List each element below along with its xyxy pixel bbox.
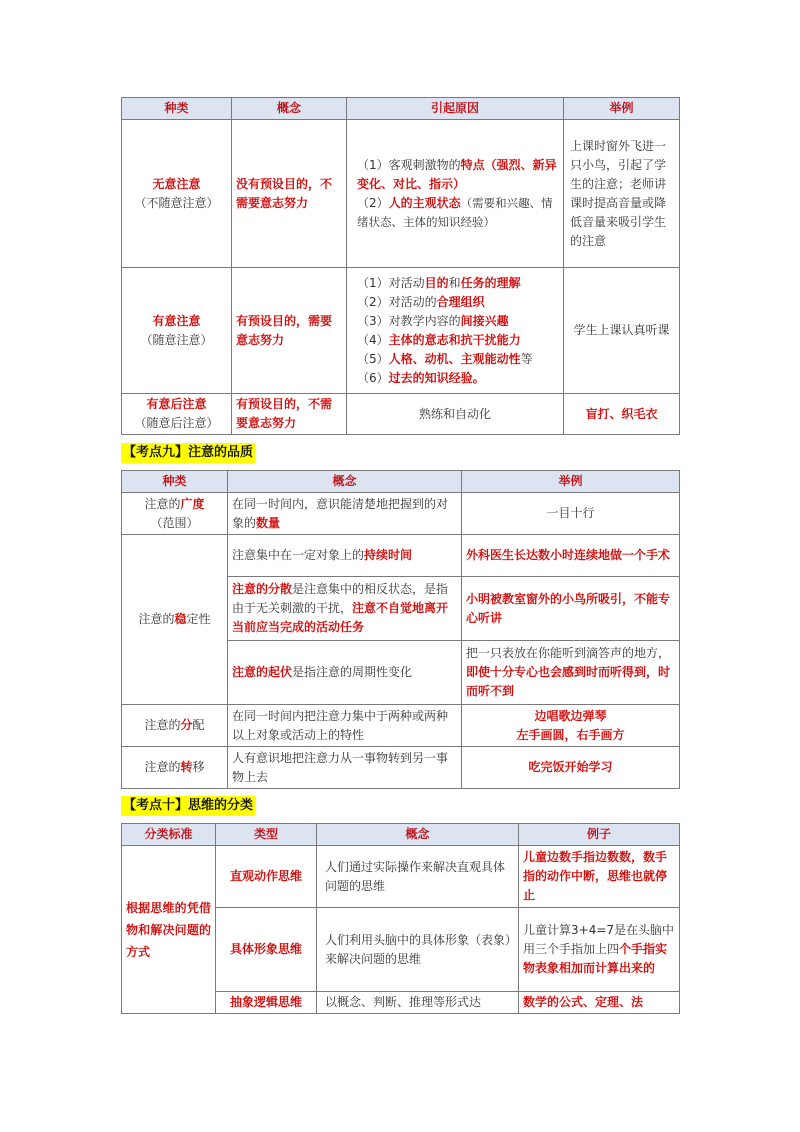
- section-heading-attention-quality: 【考点九】注意的品质: [121, 443, 255, 463]
- header-cause: 引起原因: [347, 98, 564, 120]
- example-keyword: 即使十分专心也会感到时而听得到，时而听不到: [466, 665, 671, 698]
- concept-keyword: 持续时间: [364, 548, 413, 562]
- cause-text: （4）: [357, 332, 389, 347]
- example-cell: 上课时窗外飞进一只小鸟，引起了学生的注意；老师讲课时提高音量或降低音量来吸引学生的注意: [564, 120, 680, 268]
- example-cell: 学生上课认真听课: [564, 268, 680, 394]
- header-example: 例子: [519, 824, 680, 846]
- example-cell: 小明被教室窗外的小鸟所吸引，不能专心听讲: [462, 577, 680, 641]
- concept-keyword: 数量: [256, 515, 281, 530]
- cause-keyword: 合理组织: [436, 294, 485, 309]
- concept-keyword: 注意的起伏: [232, 665, 293, 679]
- cause-keyword: 主体的意志和抗干扰能力: [388, 332, 521, 347]
- cause-text: （2）: [357, 195, 389, 210]
- table-row: [122, 705, 680, 747]
- type-cell: 具体形象思维: [216, 908, 317, 992]
- table-header-row: [122, 98, 680, 120]
- example-cell: 外科医生长达数小时连续地做一个手术: [462, 535, 680, 577]
- attention-types-table: [121, 97, 680, 435]
- cause-keyword: 人的主观状态: [388, 195, 461, 210]
- type-cell: [122, 120, 232, 268]
- cause-text: （5）: [357, 351, 389, 366]
- table-row: [122, 120, 680, 268]
- cause-keyword: 任务的理解: [460, 275, 521, 290]
- table-row: [122, 394, 680, 435]
- cause-keyword: 人格、动机、主观能动性: [388, 351, 521, 366]
- cause-cell: [347, 120, 564, 268]
- header-basis: 分类标准: [122, 824, 216, 846]
- table-header-row: [122, 471, 680, 493]
- type-text: 注意的: [144, 760, 181, 774]
- header-type: 种类: [122, 471, 228, 493]
- type-cell: [122, 705, 228, 747]
- type-name: 有意注意: [152, 313, 201, 328]
- type-alias: （随意后注意）: [134, 416, 219, 430]
- example-cell: 数学的公式、定理、法: [519, 992, 680, 1014]
- type-text: 配: [192, 718, 205, 732]
- example-cell: [462, 705, 680, 747]
- cause-text: 等: [520, 351, 533, 366]
- concept-cell: 有预设目的，需要意志努力: [232, 268, 347, 394]
- type-text: 移: [192, 760, 205, 774]
- header-type: 类型: [216, 824, 317, 846]
- type-cell: [122, 747, 228, 789]
- attention-quality-table: [121, 470, 680, 789]
- concept-cell: [228, 641, 462, 705]
- example-cell: [519, 908, 680, 992]
- header-concept: 概念: [317, 824, 519, 846]
- example-cell: 吃完饭开始学习: [462, 747, 680, 789]
- example-text: 边唱歌边弹琴: [534, 708, 607, 723]
- type-alias: （随意注意）: [140, 332, 213, 347]
- concept-cell: [228, 535, 462, 577]
- concept-text: 是指注意的周期性变化: [292, 665, 413, 679]
- type-name: 无意注意: [152, 176, 201, 191]
- type-keyword: 转: [180, 760, 193, 774]
- type-cell: [122, 493, 228, 535]
- table-row: [122, 747, 680, 789]
- type-keyword: 广度: [180, 496, 205, 511]
- cause-text: 和: [448, 275, 461, 290]
- table-row: [122, 535, 680, 577]
- type-text: 定性: [186, 612, 211, 626]
- example-text: 儿童计算3+4=7是在头脑中用三个手指加上四: [523, 923, 675, 956]
- concept-cell: [228, 577, 462, 641]
- thinking-types-table: [121, 823, 680, 1014]
- cause-text: （3）对教学内容的: [357, 313, 461, 328]
- type-text: 注意的: [144, 496, 181, 511]
- cause-text: （2）对活动的: [357, 294, 437, 309]
- type-name: 有意后注意: [146, 397, 207, 411]
- concept-text: 注意集中在一定对象上的: [232, 548, 365, 562]
- header-example: 举例: [564, 98, 680, 120]
- concept-cell: 有预设目的，不需要意志努力: [232, 394, 347, 435]
- concept-cell: 人们利用头脑中的具体形象（表象）来解决问题的思维: [317, 908, 519, 992]
- type-keyword: 稳: [174, 612, 187, 626]
- type-cell: [122, 394, 232, 435]
- concept-keyword: 注意的分散: [232, 582, 293, 596]
- cause-cell: 熟练和自动化: [347, 394, 564, 435]
- type-text: 注意的: [144, 718, 181, 732]
- table-row: [122, 268, 680, 394]
- concept-text: 在同一时间内，意识能清楚地把握到的对象的: [232, 496, 449, 530]
- cause-text: （需要和兴趣、情绪状态、主体的知识经验）: [357, 195, 553, 229]
- example-cell: [462, 641, 680, 705]
- type-alias: （范围）: [150, 515, 199, 530]
- table-header-row: [122, 824, 680, 846]
- header-example: 举例: [462, 471, 680, 493]
- example-cell: 盲打、织毛衣: [564, 394, 680, 435]
- cause-text: （1）对活动: [357, 275, 425, 290]
- example-text: 左手画圆，右手画方: [516, 727, 625, 742]
- concept-cell: 没有预设目的，不需要意志努力: [232, 120, 347, 268]
- type-alias: （不随意注意）: [134, 195, 219, 210]
- concept-text: 是注意集中的相反状态，是指由于无关刺激的干扰，: [232, 582, 449, 615]
- cause-text: （1）客观刺激物的: [357, 157, 461, 172]
- cause-text: （6）: [357, 370, 389, 385]
- type-cell: 抽象逻辑思维: [216, 992, 317, 1014]
- cause-cell: [347, 268, 564, 394]
- concept-cell: 在同一时间内把注意力集中于两种或两种以上对象或活动上的特性: [228, 705, 462, 747]
- type-cell: [122, 535, 228, 705]
- concept-cell: 人有意识地把注意力从一事物转到另一事物上去: [228, 747, 462, 789]
- header-concept: 概念: [232, 98, 347, 120]
- header-type: 种类: [122, 98, 232, 120]
- example-keyword: 个手指实物表象相加而计算出来的: [523, 942, 668, 975]
- concept-cell: [228, 493, 462, 535]
- cause-keyword: 目的: [424, 275, 449, 290]
- table-row: [122, 846, 680, 908]
- concept-keyword: 注意不自觉地离开当前应当完成的活动任务: [232, 601, 449, 634]
- cause-keyword: 特点（强烈、新异变化、对比、指示）: [357, 157, 557, 191]
- section-heading-thinking-types: 【考点十】思维的分类: [121, 796, 255, 816]
- basis-cell: 根据思维的凭借物和解决问题的方式: [122, 846, 216, 1014]
- type-text: 注意的: [138, 612, 175, 626]
- type-cell: [122, 268, 232, 394]
- type-cell: 直观动作思维: [216, 846, 317, 908]
- example-cell: 儿童边数手指边数数，数手指的动作中断，思维也就停止: [519, 846, 680, 908]
- cause-keyword: 间接兴趣: [460, 313, 509, 328]
- concept-cell: 人们通过实际操作来解决直观具体问题的思维: [317, 846, 519, 908]
- table-row: [122, 493, 680, 535]
- header-concept: 概念: [228, 471, 462, 493]
- cause-keyword: 过去的知识经验。: [388, 370, 485, 385]
- example-cell: 一目十行: [462, 493, 680, 535]
- type-keyword: 分: [180, 718, 193, 732]
- concept-cell: 以概念、判断、推理等形式达: [317, 992, 519, 1014]
- example-text: 把一只表放在你能听到滴答声的地方，: [466, 646, 671, 660]
